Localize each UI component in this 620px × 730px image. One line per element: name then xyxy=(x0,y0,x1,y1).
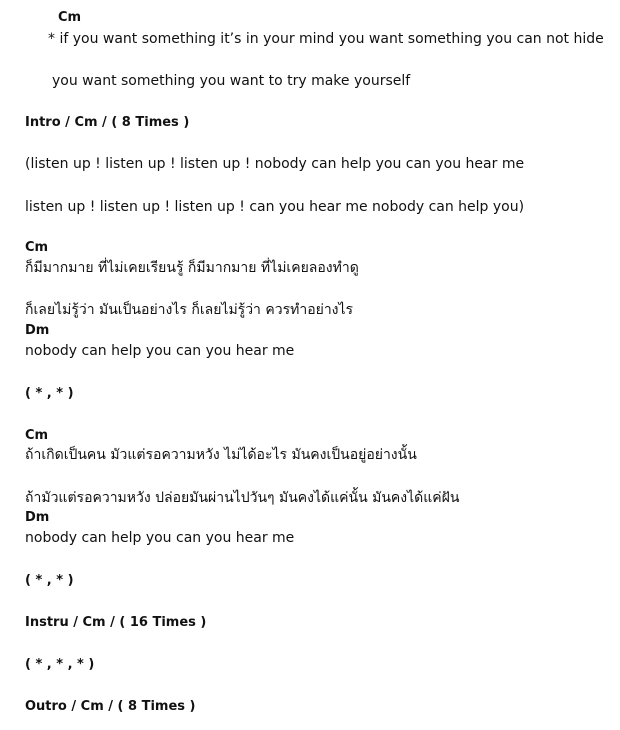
chord-cm: Cm xyxy=(58,10,82,25)
chord-dm: Dm xyxy=(25,323,50,338)
chord-dm: Dm xyxy=(25,510,50,525)
instru-section: Instru / Cm / ( 16 Times ) xyxy=(25,615,207,630)
lyric-line: nobody can help you can you hear me xyxy=(25,530,295,546)
lyric-line: listen up ! listen up ! listen up ! can you hear me nobody can help you) xyxy=(25,199,525,215)
lyric-line: you want something you want to try make yourself xyxy=(52,73,411,89)
repeat-marker: ( * , * , * ) xyxy=(25,657,95,672)
lyric-line: nobody can help you can you hear me xyxy=(25,343,295,359)
repeat-marker: ( * , * ) xyxy=(25,573,74,588)
lyric-line-thai: ก็เลยไม่รู้ว่า มันเป็นอย่างไร ก็เลยไม่รู้ว่า ควรทำอย่างไร xyxy=(25,302,354,318)
repeat-marker: ( * , * ) xyxy=(25,386,74,401)
chord-cm: Cm xyxy=(25,428,49,443)
lyric-line: (listen up ! listen up ! listen up ! nobody can help you can you hear me xyxy=(25,156,525,172)
chord-cm: Cm xyxy=(25,240,49,255)
lyric-line-thai: ก็มีมากมาย ที่ไม่เคยเรียนรู้ ก็มีมากมาย ที่ไม่เคยลองทำดู xyxy=(25,260,359,276)
lyric-line: * if you want something it’s in your mind you want something you can not hide xyxy=(48,31,604,47)
lyric-line-thai: ถ้ามัวแต่รอความหวัง ปล่อยมันผ่านไปวันๆ มันคงได้แค่นั้น มันคงได้แค่ฝัน xyxy=(25,490,460,506)
outro-section: Outro / Cm / ( 8 Times ) xyxy=(25,699,196,714)
lyric-line-thai: ถ้าเกิดเป็นคน มัวแต่รอความหวัง ไม่ได้อะไร มันคงเป็นอยู่อย่างนั้น xyxy=(25,447,417,463)
intro-section: Intro / Cm / ( 8 Times ) xyxy=(25,115,190,130)
